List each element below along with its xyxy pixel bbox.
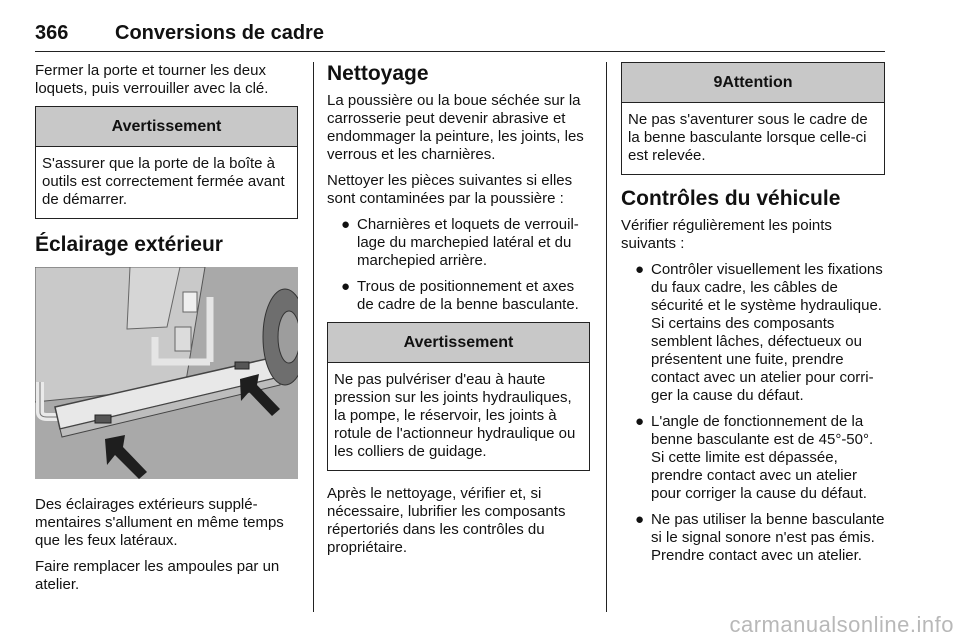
warning-box — [35, 106, 298, 219]
column-divider-1 — [313, 62, 314, 612]
checks-intro: Vérifier régulièrement les points suivants : — [621, 217, 832, 252]
bullet-icon: ● — [635, 261, 645, 278]
section-title-exterior-lighting: Éclairage extérieur — [35, 233, 223, 256]
cleaning-paragraph-2: Nettoyer les pièces suivantes si elles sont contaminées par la poussière : — [327, 172, 573, 207]
bullet-icon: ● — [635, 413, 645, 430]
list-item: ● Charnières et loquets de verrouillage du marchepied latéral et du marchepied arrière. — [341, 216, 579, 269]
warning-title: Avertissement — [328, 323, 589, 363]
lighting-paragraph-2: Faire remplacer les ampoules par un atelier. — [35, 558, 280, 593]
intro-paragraph: Fermer la porte et tourner les deux loquets, puis verrouiller avec la clé. — [35, 62, 269, 97]
warning-triangle-icon: 9 — [713, 74, 723, 91]
attention-title: 9Attention — [622, 63, 884, 103]
column-2 — [327, 62, 590, 565]
column-1 — [35, 62, 298, 602]
list-item: ● Contrôler visuellement les fixations du faux cadre, les câbles de sécurité et le système hydraulique. Si certains des composants semblent lâches, défectueux ou présentent une fuite, prendre contact avec un atelier pour corriger la cause du défaut. — [635, 261, 883, 404]
attention-text: Ne pas s'aventurer sous le cadre de la benne basculante lorsque celle-ci est relevée. — [628, 111, 868, 164]
column-divider-2 — [606, 62, 607, 612]
page-header — [35, 22, 885, 52]
section-title-vehicle-checks: Contrôles du véhicule — [621, 187, 841, 210]
checks-bullet-list — [621, 261, 885, 565]
section-title-cleaning: Nettoyage — [327, 62, 429, 85]
attention-box — [621, 62, 885, 175]
watermark: carmanualsonline.info — [729, 612, 954, 637]
cleaning-paragraph-3: Après le nettoyage, vérifier et, si nécessaire, lubrifier les composants répertoriés dans les contrôles du propriétaire. — [327, 485, 566, 556]
cleaning-bullet-list — [327, 216, 590, 314]
warning-title: Avertissement — [36, 107, 297, 147]
column-3 — [621, 62, 885, 573]
bullet-icon: ● — [341, 278, 351, 295]
cleaning-paragraph-1: La poussière ou la boue séchée sur la carrosserie peut devenir abrasive et endommager la peinture, les joints, les verrous et les charnières. — [327, 92, 584, 163]
list-item: ● Trous de positionnement et axes de cadre de la benne basculante. — [341, 278, 579, 313]
bullet-icon: ● — [341, 216, 351, 233]
list-item: ● L'angle de fonctionnement de la benne basculante est de 45°-50°. Si cette limite est dépassée, prendre contact avec un atelier pour corriger la cause du défaut. — [635, 413, 874, 502]
warning-box — [327, 322, 590, 471]
warning-text: S'assurer que la porte de la boîte à outils est correctement fermée avant de démarrer. — [42, 155, 285, 208]
lighting-paragraph-1: Des éclairages extérieurs supplémentaires s'allument en même temps que les feux latéraux. — [35, 496, 284, 549]
bullet-icon: ● — [635, 511, 645, 528]
chapter-title: Conversions de cadre — [115, 22, 324, 44]
warning-text: Ne pas pulvériser d'eau à haute pression sur les joints hydrauliques, la pompe, le réservoir, les joints à rotule de l'actionneur hydraulique ou les colliers de guidage. — [334, 371, 576, 460]
page-number: 366 — [35, 22, 69, 44]
list-item: ● Ne pas utiliser la benne basculante si le signal sonore n'est pas émis. Prendre contact avec un atelier. — [635, 511, 885, 564]
vehicle-step-lights-illustration — [35, 267, 298, 479]
